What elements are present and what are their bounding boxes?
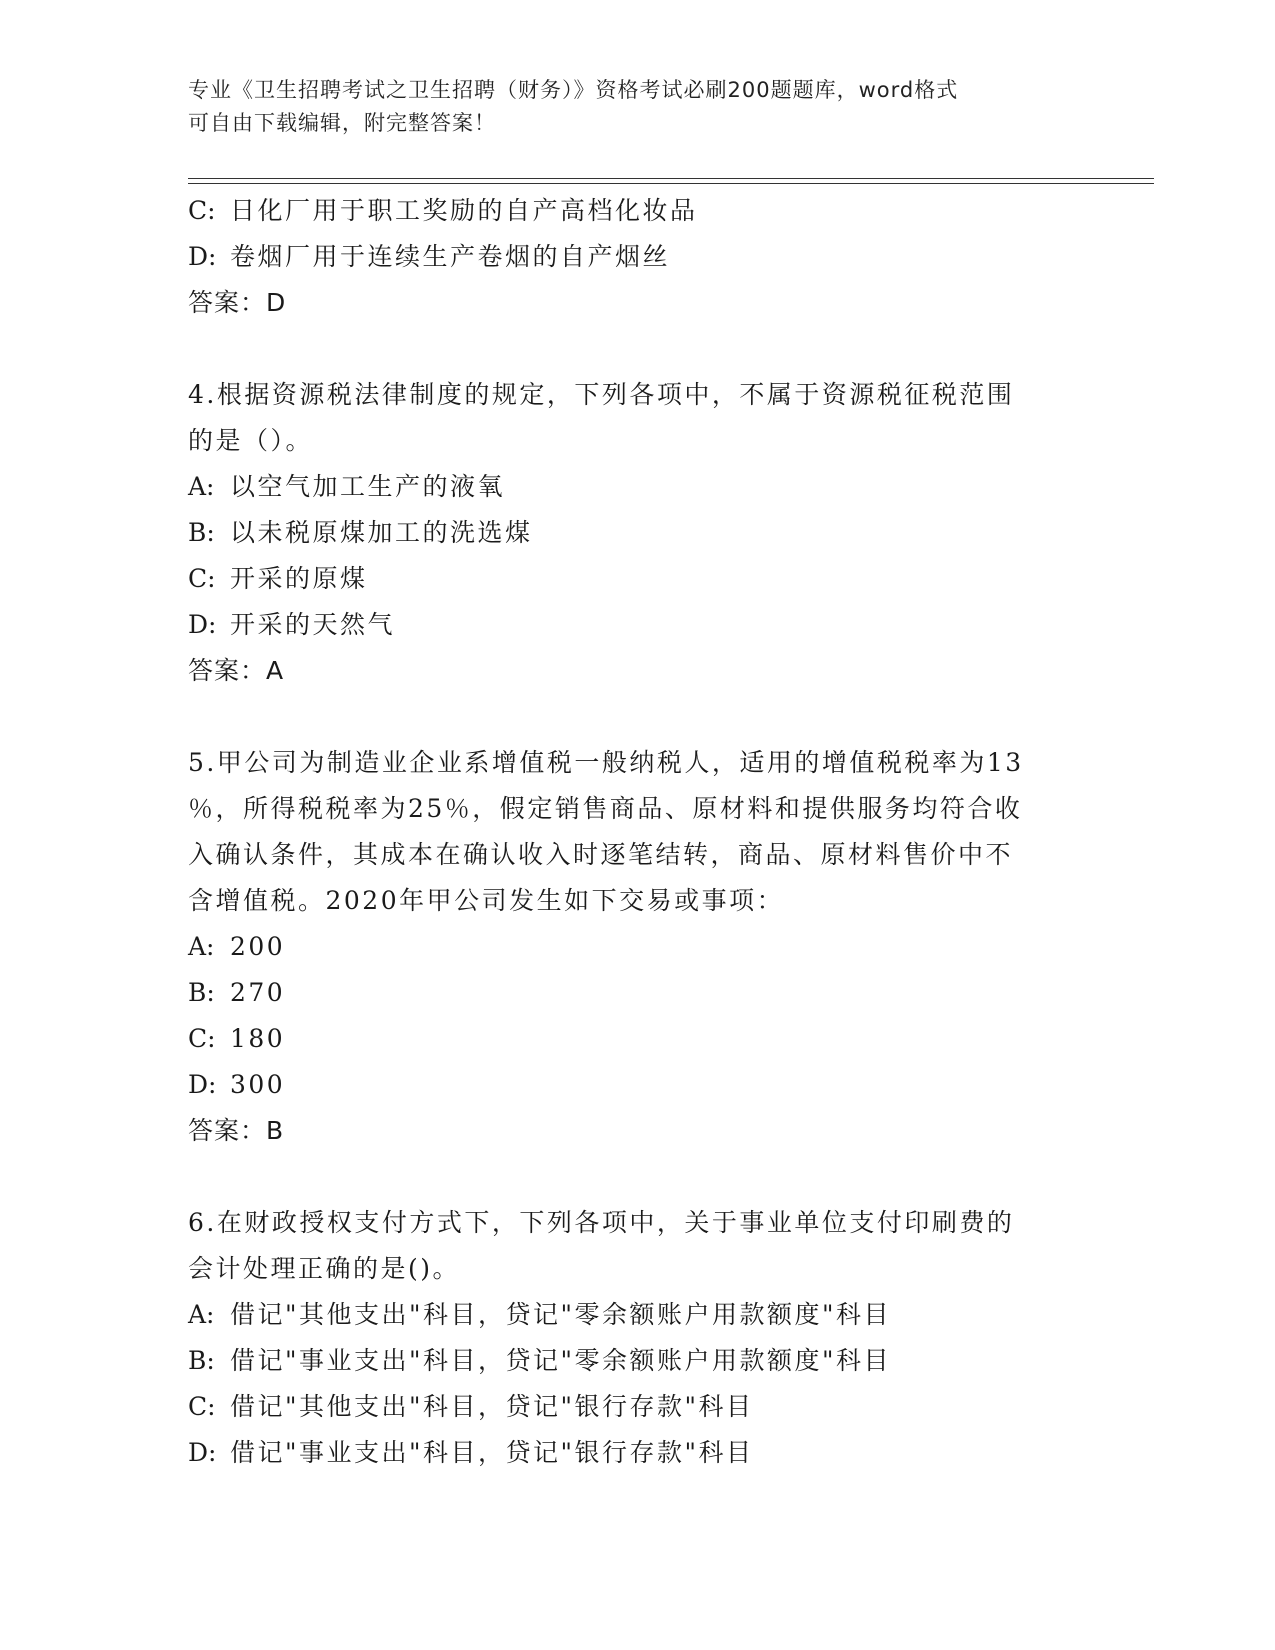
document-header: [188, 74, 1068, 140]
answer-line: 答案：B: [188, 1116, 285, 1145]
question-stem: 5.甲公司为制造业企业系增值税一般纳税人，适用的增值税税率为13: [188, 748, 1024, 777]
option-a: A: 借记"其他支出"科目，贷记"零余额账户用款额度"科目: [188, 1300, 891, 1329]
option-a: A: 以空气加工生产的液氧: [188, 472, 506, 501]
question-stem: 的是（）。: [188, 426, 314, 455]
document-body: [188, 188, 1068, 1476]
header-line-1: 专业《卫生招聘考试之卫生招聘（财务）》资格考试必刷200题题库，word格式: [188, 78, 959, 102]
option-c: C: 开采的原煤: [188, 564, 368, 593]
option-c: C: 日化厂用于职工奖励的自产高档化妆品: [188, 196, 698, 225]
answer-line: 答案：D: [188, 288, 287, 317]
option-c: C: 180: [188, 1024, 286, 1053]
option-c: C: 借记"其他支出"科目，贷记"银行存款"科目: [188, 1392, 754, 1421]
question-stem: 含增值税。2020年甲公司发生如下交易或事项：: [188, 886, 785, 915]
question-5: [188, 740, 1068, 1154]
option-b: B: 借记"事业支出"科目，贷记"零余额账户用款额度"科目: [188, 1346, 891, 1375]
option-d: D: 开采的天然气: [188, 610, 396, 639]
header-line-2: 可自由下载编辑，附完整答案！: [188, 111, 496, 135]
question-stem: 入确认条件，其成本在确认收入时逐笔结转，商品、原材料售价中不: [188, 840, 1014, 869]
question-stem: 会计处理正确的是()。: [188, 1254, 461, 1283]
option-b: B: 270: [188, 978, 286, 1007]
option-a: A: 200: [188, 932, 286, 961]
option-d: D: 借记"事业支出"科目，贷记"银行存款"科目: [188, 1438, 754, 1467]
header-rule-bottom: [188, 183, 1154, 184]
question-stem: 6.在财政授权支付方式下，下列各项中，关于事业单位支付印刷费的: [188, 1208, 1015, 1237]
question-stem: ％，所得税税率为25％，假定销售商品、原材料和提供服务均符合收: [188, 794, 1023, 823]
question-6: [188, 1200, 1068, 1476]
question-3-tail: [188, 188, 1068, 326]
question-stem: 4.根据资源税法律制度的规定，下列各项中，不属于资源税征税范围: [188, 380, 1015, 409]
question-4: [188, 372, 1068, 694]
answer-line: 答案：A: [188, 656, 285, 685]
header-rule-top: [188, 178, 1154, 179]
option-d: D: 卷烟厂用于连续生产卷烟的自产烟丝: [188, 242, 671, 271]
option-b: B: 以未税原煤加工的洗选煤: [188, 518, 533, 547]
option-d: D: 300: [188, 1070, 286, 1099]
